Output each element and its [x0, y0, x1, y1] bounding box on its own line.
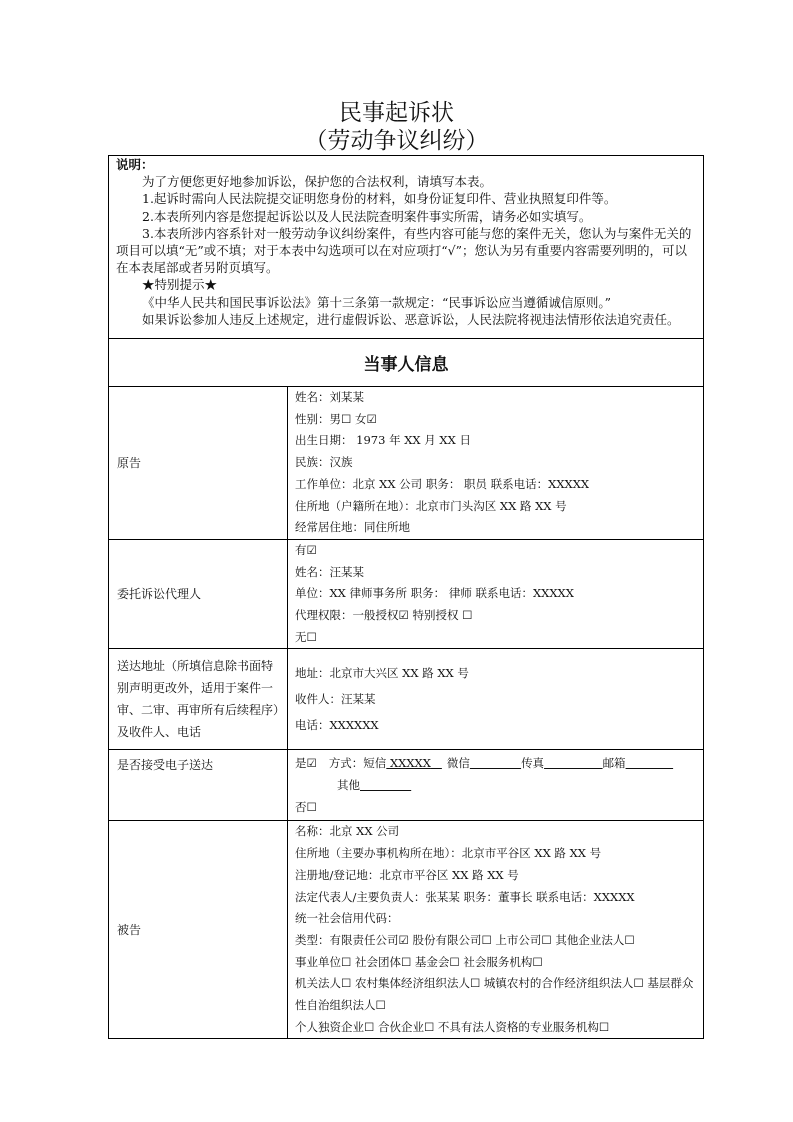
instructions-heading: 说明：	[116, 157, 154, 172]
instructions-cell	[109, 156, 704, 339]
agent-has-checkbox[interactable]: 有☑	[295, 542, 317, 557]
sms-value[interactable]: XXXXX	[389, 756, 431, 771]
defendant-name[interactable]: 名称：北京 XX 公司	[295, 824, 400, 839]
wechat-label: 微信	[446, 756, 470, 771]
defendant-legal-rep[interactable]: 法定代表人/主要负责人：张某某 职务：董事长 联系电话：XXXXX	[295, 889, 635, 904]
plaintiff-employer[interactable]: 工作单位：北京 XX 公司 职务： 职员 联系电话：XXXXX	[295, 476, 590, 491]
instruction-line: 如果诉讼参加人违反上述规定，进行虚假诉讼、恶意诉讼，人民法院将视违法情形依法追究责任。	[142, 311, 680, 327]
e-service-yes-checkbox[interactable]: 是☑	[295, 756, 317, 771]
defendant-type-row2[interactable]: 事业单位☐ 社会团体☐ 基金会☐ 社会服务机构☐	[295, 954, 543, 969]
e-service-row	[109, 750, 704, 821]
service-phone[interactable]: 电话：XXXXXX	[295, 718, 379, 733]
plaintiff-gender[interactable]: 性别：男☐ 女☑	[295, 411, 377, 426]
e-service-fields	[288, 750, 704, 821]
plaintiff-domicile[interactable]: 住所地（户籍所在地）：北京市门头沟区 XX 路 XX 号	[295, 498, 567, 513]
e-service-no-checkbox[interactable]: 否☐	[295, 800, 317, 815]
agent-name[interactable]: 姓名：汪某某	[295, 564, 364, 579]
instruction-line: 3.本表所涉内容系针对一般劳动争议纠纷案件，有些内容可能与您的案件无关，您认为与案件无关的项目可以填“无”或不填；对于本表中勾选项可以在对应项打“√”；您认为另有重要内容需要列明的，可以在本表尾部或者另附页填写。	[116, 225, 692, 276]
other-label: 其他	[337, 778, 360, 793]
defendant-domicile[interactable]: 住所地（主要办事机构所在地）：北京市平谷区 XX 路 XX 号	[295, 846, 602, 861]
e-service-label: 是否接受电子送达	[109, 750, 288, 821]
service-address-label: 送达地址（所填信息除书面特别声明更改外，适用于案件一审、二审、再审所有后续程序）及收件人、电话	[109, 649, 288, 750]
fax-blank[interactable]	[544, 756, 603, 770]
other-blank[interactable]	[360, 778, 411, 792]
plaintiff-label: 原告	[109, 387, 288, 540]
special-notice-heading: ★特别提示★	[142, 277, 218, 293]
service-address-row	[109, 649, 704, 750]
service-address[interactable]: 地址：北京市大兴区 XX 路 XX 号	[295, 666, 469, 681]
defendant-type-row1[interactable]: 类型：有限责任公司☑ 股份有限公司☐ 上市公司☐ 其他企业法人☐	[295, 932, 635, 947]
defendant-credit-code[interactable]: 统一社会信用代码：	[295, 911, 399, 926]
fax-label: 传真	[521, 756, 545, 771]
wechat-blank[interactable]	[470, 756, 521, 770]
defendant-registered-address[interactable]: 注册地/登记地：北京市平谷区 XX 路 XX 号	[295, 867, 519, 882]
plaintiff-birthdate[interactable]: 出生日期： 1973 年 XX 月 XX 日	[295, 433, 471, 448]
agent-fields	[288, 539, 704, 649]
plaintiff-fields	[288, 387, 704, 540]
defendant-label: 被告	[109, 821, 288, 1039]
email-blank[interactable]	[626, 756, 674, 770]
section-row	[109, 339, 704, 387]
document-subtitle: （劳动争议纠纷）	[304, 128, 489, 154]
plaintiff-residence[interactable]: 经常居住地：同住所地	[295, 520, 410, 535]
service-recipient[interactable]: 收件人：汪某某	[295, 692, 376, 707]
defendant-type-row3[interactable]: 机关法人☐ 农村集体经济组织法人☐ 城镇农村的合作经济组织法人☐ 基层群众性自治组织法人☐	[295, 976, 694, 1013]
instruction-line: 为了方便您更好地参加诉讼，保护您的合法权利，请填写本表。	[142, 174, 493, 190]
email-label: 邮箱	[602, 756, 626, 771]
plaintiff-row	[109, 387, 704, 540]
e-service-method-label: 方式：短信	[328, 756, 387, 771]
instruction-line: 《中华人民共和国民事诉讼法》第十三条第一款规定：“民事诉讼应当遵循诚信原则。”	[142, 294, 612, 310]
instruction-line: 2.本表所列内容是您提起诉讼以及人民法院查明案件事实所需，请务必如实填写。	[142, 208, 592, 224]
instruction-line: 1.起诉时需向人民法院提交证明您身份的材料，如身份证复印件、营业执照复印件等。	[142, 191, 617, 207]
plaintiff-name[interactable]: 姓名：刘某某	[295, 390, 364, 404]
document-title: 民事起诉状	[339, 100, 454, 126]
agent-row	[109, 539, 704, 649]
service-address-fields	[288, 649, 704, 750]
defendant-fields	[288, 821, 704, 1039]
complaint-form-table	[108, 155, 704, 1039]
section-title: 当事人信息	[109, 339, 704, 387]
agent-authority[interactable]: 代理权限：一般授权☑ 特别授权 ☐	[295, 608, 473, 623]
defendant-type-row4[interactable]: 个人独资企业☐ 合伙企业☐ 不具有法人资格的专业服务机构☐	[295, 1019, 610, 1034]
agent-none-checkbox[interactable]: 无☐	[295, 629, 317, 644]
defendant-row	[109, 821, 704, 1039]
plaintiff-ethnicity[interactable]: 民族：汉族	[295, 455, 353, 470]
agent-firm[interactable]: 单位：XX 律师事务所 职务： 律师 联系电话：XXXXX	[295, 586, 574, 601]
agent-label: 委托诉讼代理人	[109, 539, 288, 649]
instructions-row	[109, 156, 704, 339]
